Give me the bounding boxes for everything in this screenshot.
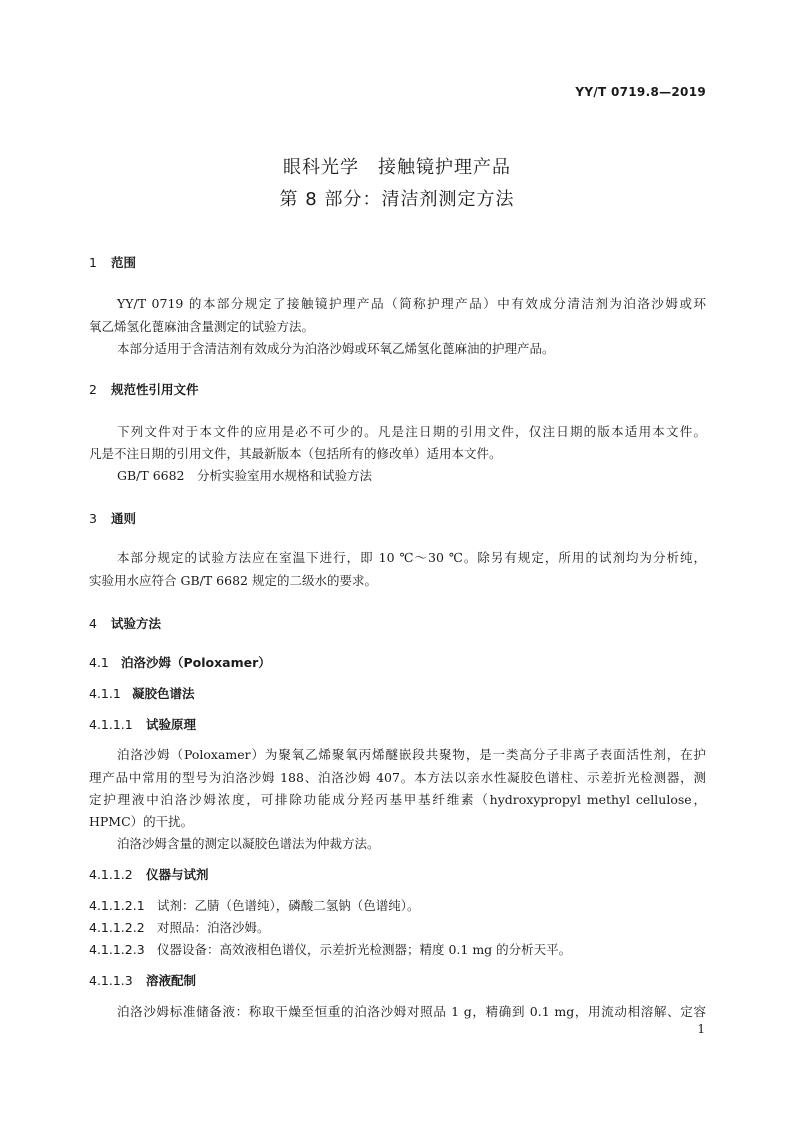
paragraph: 定护理液中泊洛沙姆浓度，可排除功能成分羟丙基甲基纤维素（hydroxypropyl methyl cellulose， bbox=[89, 792, 706, 807]
paragraph: 下列文件对于本文件的应用是必不可少的。凡是注日期的引用文件，仅注日期的版本适用本文件。 bbox=[117, 424, 706, 439]
section-title: 凝胶色谱法 bbox=[132, 686, 195, 701]
paragraph: 凡是不注日期的引用文件，其最新版本（包括所有的修改单）适用本文件。 bbox=[89, 446, 502, 461]
subsection-heading-4-1-1 bbox=[89, 684, 195, 702]
section-number: 4.1 bbox=[89, 655, 109, 670]
page-number: 1 bbox=[697, 1022, 705, 1036]
item-text: 仪器设备：高效液相色谱仪，示差折光检测器；精度 0.1 mg 的分析天平。 bbox=[157, 942, 572, 957]
section-title: 范围 bbox=[111, 255, 137, 270]
list-item bbox=[89, 896, 706, 914]
section-title: 试验原理 bbox=[146, 717, 197, 732]
section-number: 1 bbox=[89, 255, 97, 270]
subsection-heading-4-1 bbox=[89, 653, 271, 671]
paragraph: HPMC）的干扰。 bbox=[89, 814, 194, 829]
section-title: 泊洛沙姆（Poloxamer） bbox=[121, 655, 271, 670]
list-item bbox=[89, 918, 706, 936]
section-number: 4.1.1.1 bbox=[89, 717, 133, 732]
section-heading-1 bbox=[89, 253, 136, 271]
paragraph: YY/T 0719 的本部分规定了接触镜护理产品（简称护理产品）中有效成分清洁剂为泊洛沙姆或环 bbox=[117, 296, 706, 311]
paragraph: 本部分规定的试验方法应在室温下进行，即 10 ℃～30 ℃。除另有规定，所用的试剂均为分析纯， bbox=[117, 550, 706, 565]
paragraph: 泊洛沙姆标准储备液：称取干燥至恒重的泊洛沙姆对照品 1 g，精确到 0.1 mg，用流动相溶解、定容 bbox=[117, 1004, 706, 1019]
section-number: 2 bbox=[89, 382, 97, 397]
document-title: 眼科光学 接触镜护理产品 bbox=[283, 157, 511, 178]
section-number: 4.1.1.2 bbox=[89, 867, 133, 882]
subsection-heading-4-1-1-3 bbox=[89, 971, 196, 989]
paragraph: 泊洛沙姆（Poloxamer）为聚氧乙烯聚氧丙烯醚嵌段共聚物，是一类高分子非离子表面活性剂，在护 bbox=[117, 747, 706, 762]
item-number: 4.1.1.2.3 bbox=[89, 942, 145, 957]
paragraph: 实验用水应符合 GB/T 6682 规定的二级水的要求。 bbox=[89, 573, 377, 588]
paragraph: 氧乙烯氢化蓖麻油含量测定的试验方法。 bbox=[89, 319, 315, 334]
section-title: 规范性引用文件 bbox=[111, 382, 199, 397]
paragraph: 本部分适用于含清洁剂有效成分为泊洛沙姆或环氧乙烯氢化蓖麻油的护理产品。 bbox=[117, 341, 555, 356]
section-number: 4.1.1 bbox=[89, 686, 121, 701]
list-item bbox=[89, 940, 706, 958]
section-title: 溶液配制 bbox=[146, 973, 197, 988]
standard-number: YY/T 0719.8—2019 bbox=[575, 85, 706, 99]
paragraph: 理产品中常用的型号为泊洛沙姆 188、泊洛沙姆 407。本方法以亲水性凝胶色谱柱、示差折光检测器，测 bbox=[89, 770, 706, 785]
section-number: 4.1.1.3 bbox=[89, 973, 133, 988]
section-title: 通则 bbox=[111, 511, 137, 526]
section-heading-4 bbox=[89, 614, 161, 632]
item-number: 4.1.1.2.2 bbox=[89, 920, 145, 935]
item-number: 4.1.1.2.1 bbox=[89, 898, 145, 913]
section-heading-3 bbox=[89, 509, 136, 527]
section-title: 试验方法 bbox=[111, 616, 162, 631]
section-title: 仪器与试剂 bbox=[146, 867, 209, 882]
normative-reference: GB/T 6682 分析实验室用水规格和试验方法 bbox=[117, 468, 373, 483]
subsection-heading-4-1-1-2 bbox=[89, 865, 209, 883]
item-text: 试剂：乙腈（色谱纯），磷酸二氢钠（色谱纯）。 bbox=[157, 898, 420, 913]
document-subtitle: 第 8 部分：清洁剂测定方法 bbox=[279, 189, 515, 210]
section-number: 4 bbox=[89, 616, 97, 631]
section-number: 3 bbox=[89, 511, 97, 526]
section-heading-2 bbox=[89, 380, 199, 398]
subsection-heading-4-1-1-1 bbox=[89, 715, 196, 733]
paragraph: 泊洛沙姆含量的测定以凝胶色谱法为仲裁方法。 bbox=[117, 836, 380, 851]
item-text: 对照品：泊洛沙姆。 bbox=[157, 920, 270, 935]
